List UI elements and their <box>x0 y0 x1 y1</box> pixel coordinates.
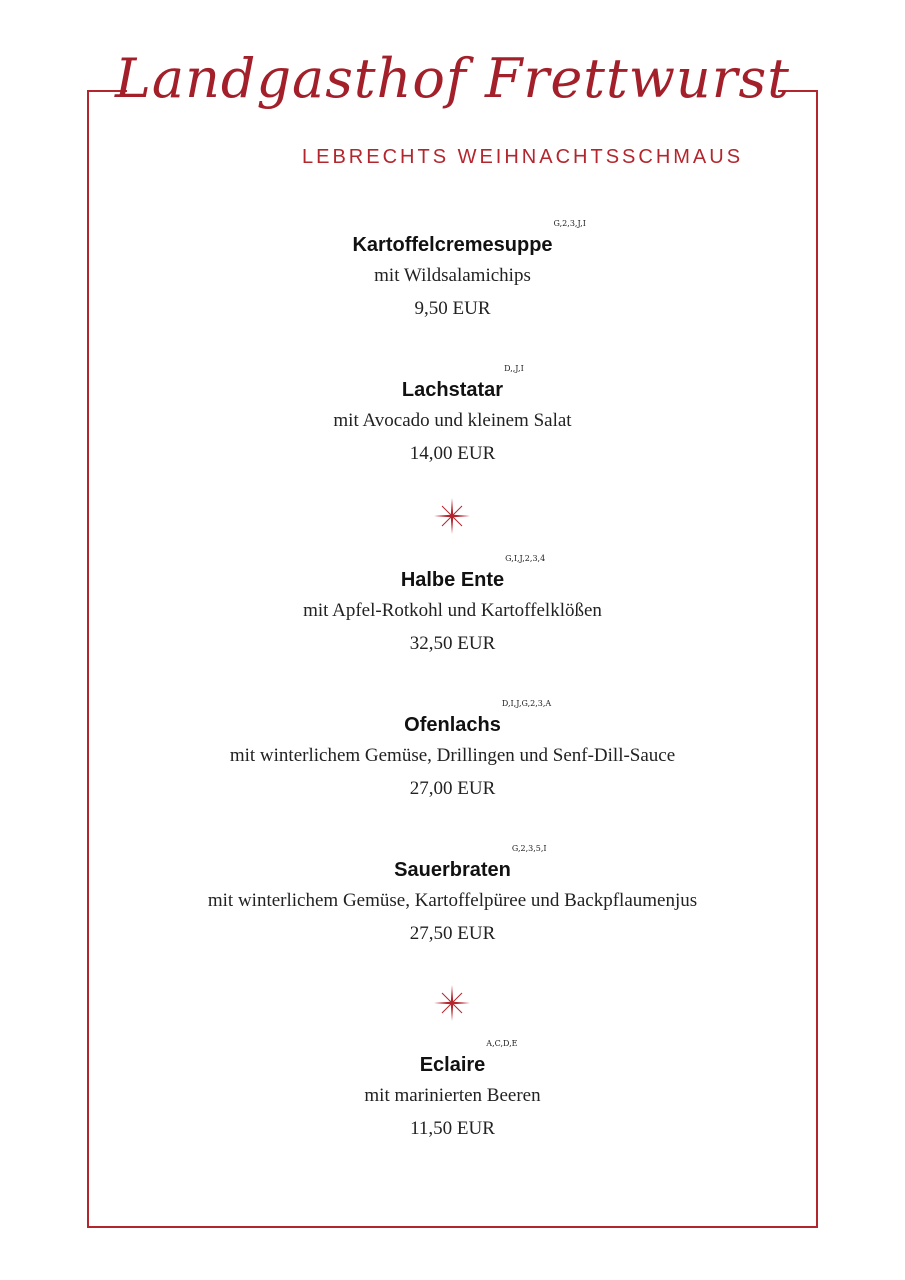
star-icon <box>432 496 472 536</box>
dish-item <box>0 554 905 655</box>
dish-name: Ofenlachs <box>404 714 501 736</box>
dish-item <box>0 844 905 945</box>
dish-price: 27,50 EUR <box>409 923 496 944</box>
dish-price: 27,00 EUR <box>409 778 496 799</box>
dish-name: Sauerbraten <box>394 859 511 881</box>
restaurant-title: Landgasthof Frettwurst <box>115 47 790 110</box>
dish-description: mit Wildsalamichips <box>374 265 531 286</box>
dish-name: Halbe Ente <box>400 569 505 591</box>
dish-description: mit Apfel-Rotkohl und Kartoffelklößen <box>303 600 602 621</box>
allergen-codes: G,2,3,J,I <box>553 219 586 228</box>
star-icon <box>432 983 472 1023</box>
dish-price: 14,00 EUR <box>409 443 496 464</box>
dish-price: 11,50 EUR <box>410 1118 495 1139</box>
dish-item <box>0 1039 905 1140</box>
allergen-codes: G,I,J,2,3,4 <box>505 554 546 563</box>
frame-bottom-border <box>87 1226 818 1228</box>
dish-item <box>0 219 905 320</box>
dish-price: 32,50 EUR <box>409 633 496 654</box>
dish-name: Kartoffelcremesuppe <box>352 234 553 256</box>
allergen-codes: A,C,D,E <box>486 1039 518 1048</box>
dish-price: 9,50 EUR <box>414 298 491 319</box>
allergen-codes: G,2,3,5,I <box>511 844 547 853</box>
allergen-codes: D,I,J,G,2,3,A <box>501 699 552 708</box>
menu-subtitle: LEBRECHTS WEIHNACHTSSCHMAUS <box>302 146 744 168</box>
dish-description: mit marinierten Beeren <box>364 1085 541 1106</box>
dish-name: Lachstatar <box>401 379 504 401</box>
dish-name: Eclaire <box>419 1054 486 1076</box>
dish-description: mit winterlichem Gemüse, Kartoffelpüree und Backpflaumenjus <box>207 890 698 911</box>
dish-description: mit winterlichem Gemüse, Drillingen und Senf-Dill-Sauce <box>229 745 676 766</box>
dish-item <box>0 364 905 465</box>
allergen-codes: D,,J,I <box>504 364 524 373</box>
dish-item <box>0 699 905 800</box>
dish-description: mit Avocado und kleinem Salat <box>333 410 572 431</box>
